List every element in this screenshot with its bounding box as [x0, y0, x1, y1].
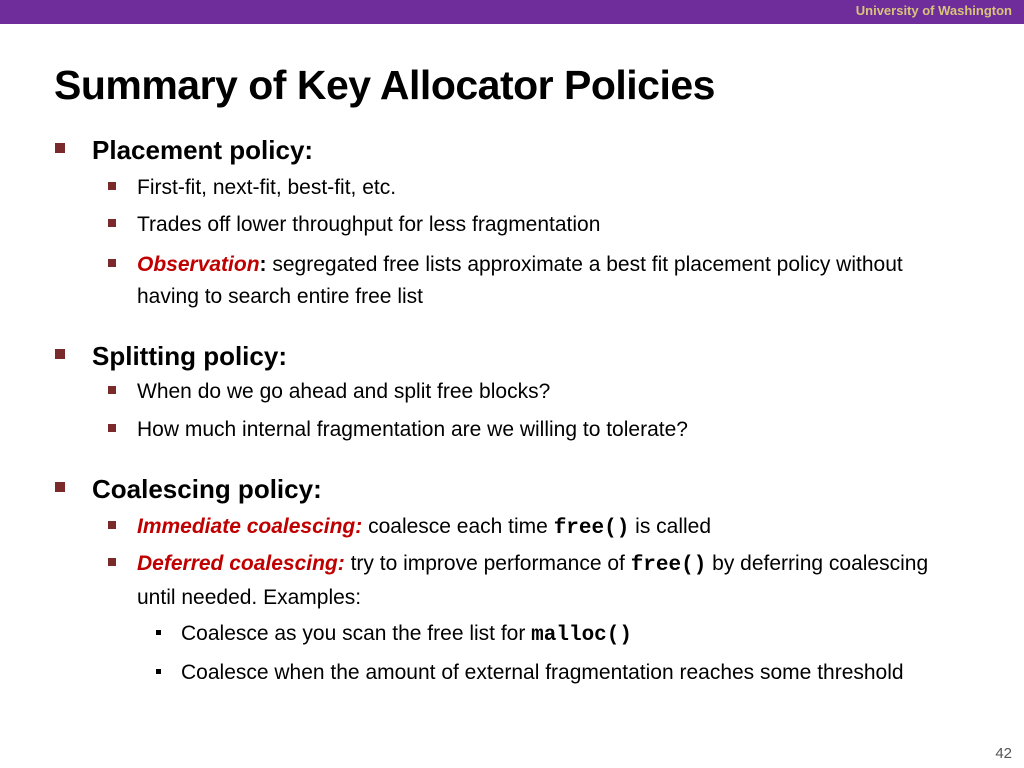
deferred-coalescing-label: Deferred coalescing:	[137, 552, 345, 575]
observation-text: segregated free lists approximate a best fit placement policy without having to search entire free list	[137, 253, 903, 308]
small-bullet-icon	[156, 669, 161, 674]
coalescing-item-immediate	[137, 511, 947, 545]
immediate-text-b: is called	[629, 515, 712, 538]
splitting-policy-label: Splitting policy:	[92, 341, 287, 371]
square-bullet-icon	[108, 386, 116, 394]
square-bullet-icon	[108, 182, 116, 190]
square-bullet-icon	[108, 558, 116, 566]
coalescing-example-threshold: Coalesce when the amount of external fragmentation reaches some threshold	[181, 661, 904, 684]
deferred-text-b: by deferring coalescing until needed. Examples:	[137, 552, 929, 609]
observation-label: Observation	[137, 253, 260, 276]
institution-label: University of Washington	[855, 3, 1012, 18]
page-number: 42	[995, 745, 1012, 762]
example1-text: Coalesce as you scan the free list for	[181, 622, 532, 645]
square-bullet-icon	[55, 349, 65, 359]
square-bullet-icon	[108, 424, 116, 432]
malloc-code: malloc()	[531, 624, 632, 647]
splitting-item-how-much: How much internal fragmentation are we willing to tolerate?	[137, 418, 688, 441]
coalescing-policy-label: Coalescing policy:	[92, 474, 322, 504]
square-bullet-icon	[55, 143, 65, 153]
square-bullet-icon	[55, 482, 65, 492]
splitting-item-when: When do we go ahead and split free blocks?	[137, 380, 551, 403]
square-bullet-icon	[108, 219, 116, 227]
observation-colon: :	[259, 253, 267, 276]
placement-item-observation	[137, 249, 947, 313]
free-code: free()	[630, 554, 707, 577]
placement-item-tradeoff: Trades off lower throughput for less fragmentation	[137, 213, 601, 236]
placement-item-first-fit: First-fit, next-fit, best-fit, etc.	[137, 176, 397, 199]
small-bullet-icon	[156, 630, 161, 635]
immediate-coalescing-label: Immediate coalescing:	[137, 515, 363, 538]
deferred-text-a: try to improve performance of	[344, 552, 631, 575]
square-bullet-icon	[108, 259, 116, 267]
slide-title: Summary of Key Allocator Policies	[54, 62, 715, 108]
header-bar	[0, 0, 1024, 24]
placement-policy-label: Placement policy:	[92, 135, 314, 165]
immediate-text-a: coalesce each time	[362, 515, 554, 538]
square-bullet-icon	[108, 521, 116, 529]
coalescing-item-deferred	[137, 548, 947, 614]
coalescing-example-scan	[181, 618, 941, 652]
free-code: free()	[553, 517, 630, 540]
